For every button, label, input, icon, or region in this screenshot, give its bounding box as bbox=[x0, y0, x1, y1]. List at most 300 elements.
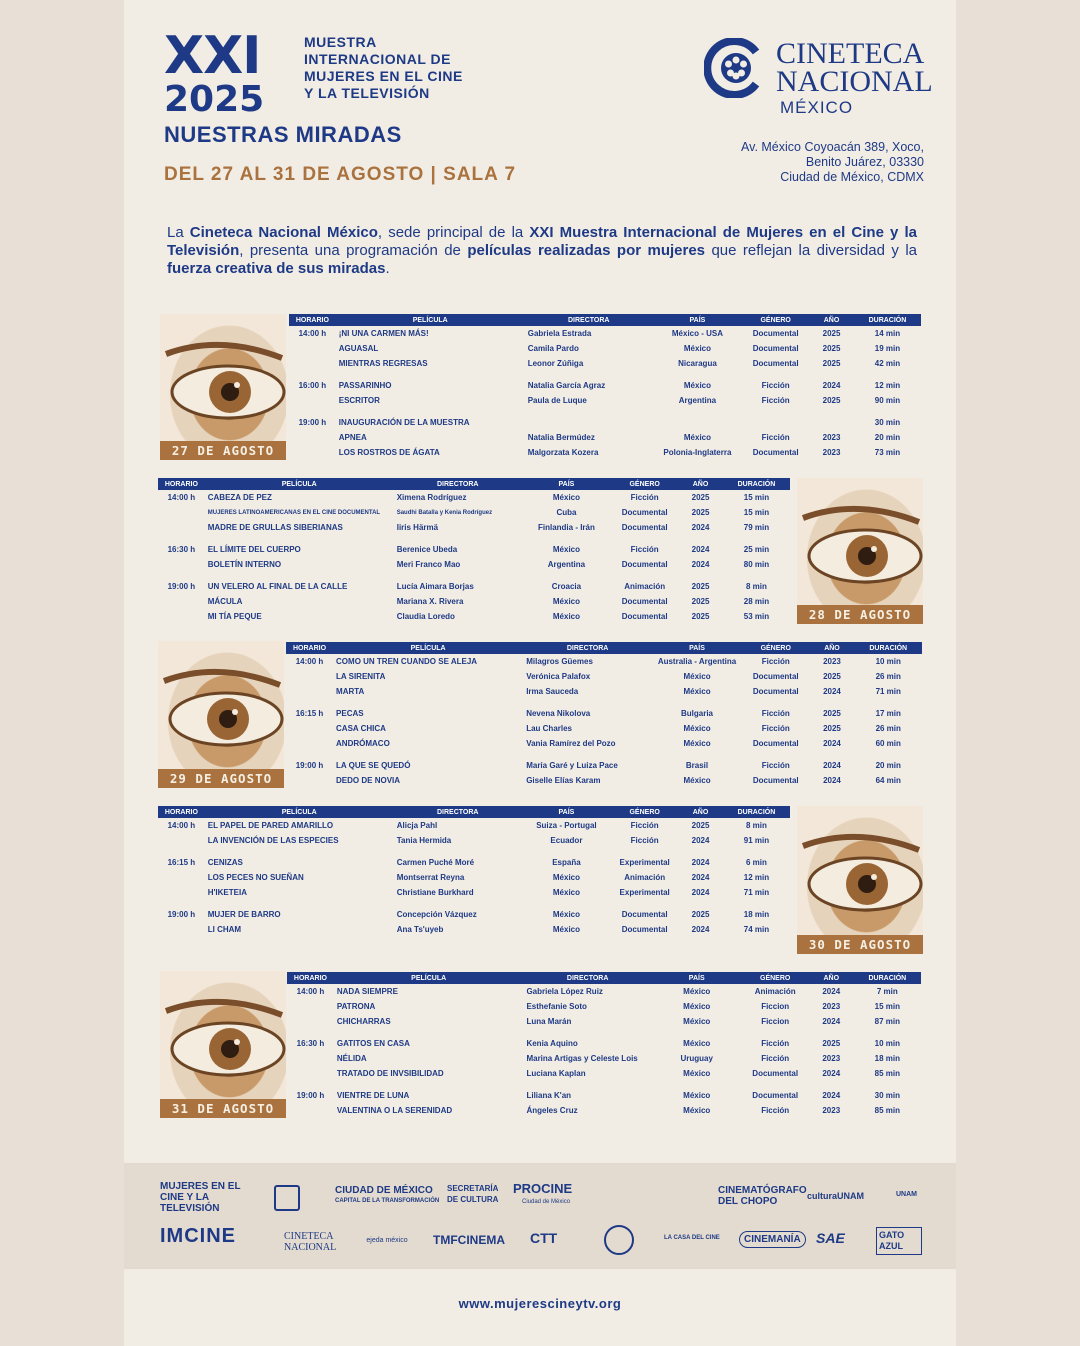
duration-cell: 15 min bbox=[743, 493, 770, 502]
director-cell: Giselle Elías Karam bbox=[526, 776, 601, 785]
time-cell bbox=[286, 669, 333, 684]
eye-photo bbox=[797, 806, 923, 952]
genre-cell: Ficción bbox=[761, 396, 790, 405]
film-cell: BOLETÍN INTERNO bbox=[207, 560, 282, 569]
duration-cell: 26 min bbox=[875, 724, 901, 733]
table-row bbox=[287, 1051, 921, 1066]
country-cell: México bbox=[552, 612, 580, 621]
table-row bbox=[158, 833, 790, 848]
genre-cell: Documental bbox=[621, 560, 668, 569]
table-header bbox=[287, 972, 921, 984]
table-row bbox=[158, 579, 790, 594]
duration-cell: 79 min bbox=[743, 523, 770, 532]
duration-cell: 10 min bbox=[875, 657, 901, 666]
duration-cell: 20 min bbox=[875, 761, 901, 770]
duration-cell: 8 min bbox=[745, 582, 767, 591]
table-row bbox=[286, 721, 922, 736]
year-cell: 2025 bbox=[822, 396, 841, 405]
column-header: AÑO bbox=[678, 806, 723, 818]
time-cell: 14:00 h bbox=[295, 657, 324, 666]
intro-paragraph bbox=[167, 224, 917, 278]
table-row bbox=[158, 505, 790, 520]
time-cell bbox=[286, 721, 333, 736]
duration-cell: 15 min bbox=[874, 1002, 900, 1011]
director-cell: Concepción Vázquez bbox=[396, 910, 477, 919]
director-cell: Esthefanie Soto bbox=[526, 1002, 587, 1011]
time-cell bbox=[158, 594, 205, 609]
time-cell bbox=[289, 341, 336, 356]
film-cell: CENIZAS bbox=[207, 858, 243, 867]
director-cell: Camila Pardo bbox=[527, 344, 579, 353]
duration-cell: 87 min bbox=[874, 1017, 900, 1026]
row-gap bbox=[158, 900, 790, 907]
schedule-table bbox=[158, 806, 790, 937]
country-cell: Ecuador bbox=[550, 836, 583, 845]
film-cell: CASA CHICA bbox=[336, 724, 386, 733]
director-cell: Liliana K'an bbox=[526, 1091, 572, 1100]
year-cell: 2024 bbox=[822, 987, 841, 996]
country-cell: México bbox=[683, 344, 711, 353]
eye-photo bbox=[158, 641, 284, 787]
time-cell bbox=[158, 505, 205, 520]
column-header: GÉNERO bbox=[742, 972, 809, 984]
time-cell: 19:00 h bbox=[298, 418, 327, 427]
genre-cell: Ficción bbox=[761, 1106, 790, 1115]
year-cell: 2024 bbox=[823, 739, 841, 748]
film-cell: LI CHAM bbox=[207, 925, 242, 934]
intro-bold: Cineteca Nacional México bbox=[189, 224, 378, 241]
row-gap bbox=[287, 1029, 921, 1036]
table-row bbox=[289, 326, 921, 341]
director-cell: Luciana Kaplan bbox=[526, 1069, 586, 1078]
time-cell: 14:00 h bbox=[167, 493, 196, 502]
column-header: DURACIÓN bbox=[723, 478, 790, 490]
year-cell: 2024 bbox=[823, 776, 841, 785]
table-row bbox=[286, 706, 922, 721]
film-cell: LOS ROSTROS DE ÁGATA bbox=[338, 448, 440, 457]
column-header: HORARIO bbox=[286, 642, 333, 654]
film-cell: CABEZA DE PEZ bbox=[207, 493, 272, 502]
schedule-table bbox=[158, 478, 790, 624]
country-cell: Suiza - Portugal bbox=[536, 821, 597, 830]
row-gap bbox=[158, 572, 790, 579]
duration-cell: 14 min bbox=[874, 329, 901, 338]
year-cell: 2024 bbox=[691, 836, 710, 845]
country-cell: México bbox=[552, 597, 580, 606]
sponsor-logo: CTT bbox=[530, 1230, 558, 1246]
duration-cell: 71 min bbox=[743, 888, 770, 897]
duration-cell: 19 min bbox=[874, 344, 901, 353]
duration-cell: 74 min bbox=[743, 925, 770, 934]
country-cell: México bbox=[683, 1002, 711, 1011]
duration-cell: 7 min bbox=[876, 987, 898, 996]
table-row bbox=[286, 684, 922, 699]
sponsor-logo: LA CASA DEL CINE bbox=[664, 1235, 720, 1241]
table-header bbox=[286, 642, 922, 654]
director-cell: Christiane Burkhard bbox=[396, 888, 474, 897]
time-cell bbox=[158, 609, 205, 624]
country-cell: España bbox=[552, 858, 581, 867]
genre-cell: Documental bbox=[752, 776, 799, 785]
duration-cell: 18 min bbox=[874, 1054, 900, 1063]
table-row bbox=[158, 490, 790, 505]
time-cell: 16:30 h bbox=[167, 545, 196, 554]
film-cell: PECAS bbox=[336, 709, 364, 718]
time-cell: 16:15 h bbox=[167, 858, 196, 867]
eye-photo bbox=[160, 971, 286, 1117]
table-row bbox=[158, 557, 790, 572]
duration-cell: 12 min bbox=[743, 873, 770, 882]
genre-cell: Ficción bbox=[630, 821, 659, 830]
duration-cell: 8 min bbox=[745, 821, 767, 830]
column-header: PELÍCULA bbox=[334, 972, 524, 984]
table-row bbox=[158, 542, 790, 557]
row-gap bbox=[286, 699, 922, 706]
film-cell: CHICHARRAS bbox=[336, 1017, 391, 1026]
footer-url[interactable]: www.mujerescineytv.org bbox=[458, 1296, 622, 1311]
country-cell: México bbox=[683, 1091, 711, 1100]
intro-bold: fuerza creativa de sus miradas bbox=[167, 260, 386, 277]
time-cell: 14:00 h bbox=[167, 821, 196, 830]
film-cell: UN VELERO AL FINAL DE LA CALLE bbox=[207, 582, 348, 591]
time-cell bbox=[289, 430, 336, 445]
time-cell bbox=[287, 1051, 334, 1066]
table-row bbox=[286, 736, 922, 751]
country-cell: México bbox=[552, 888, 580, 897]
film-cell: ESCRITOR bbox=[338, 396, 380, 405]
country-cell: Australia - Argentina bbox=[657, 657, 737, 666]
director-cell: Montserrat Reyna bbox=[396, 873, 465, 882]
director-cell: Alicja Pahl bbox=[396, 821, 438, 830]
film-cell: GATITOS EN CASA bbox=[336, 1039, 410, 1048]
row-gap bbox=[158, 848, 790, 855]
film-cell: TRATADO DE INVSIBILIDAD bbox=[336, 1069, 444, 1078]
intro-bold: XXI Muestra Internacional de Mujeres en el Cine y la Televisión bbox=[167, 224, 917, 259]
director-cell: Ximena Rodríguez bbox=[396, 493, 467, 502]
film-cell: MADRE DE GRULLAS SIBERIANAS bbox=[207, 523, 343, 532]
duration-cell: 53 min bbox=[743, 612, 770, 621]
year-cell: 2023 bbox=[823, 657, 841, 666]
column-header: PAÍS bbox=[653, 314, 742, 326]
film-cell: LA INVENCIÓN DE LAS ESPECIES bbox=[207, 836, 339, 845]
emblem-icon bbox=[604, 1225, 634, 1255]
table-row bbox=[158, 594, 790, 609]
column-header: DIRECTORA bbox=[525, 314, 653, 326]
duration-cell: 6 min bbox=[745, 858, 767, 867]
genre-cell: Documental bbox=[752, 344, 799, 353]
film-cell: LA SIRENITA bbox=[336, 672, 386, 681]
genre-cell: Ficcion bbox=[761, 1017, 790, 1026]
country-cell: Argentina bbox=[547, 560, 586, 569]
director-cell: María Garé y Luiza Pace bbox=[526, 761, 618, 770]
column-header: GÉNERO bbox=[742, 314, 809, 326]
country-cell: Brasil bbox=[685, 761, 709, 770]
genre-cell: Ficción bbox=[761, 657, 790, 666]
sponsor-logo: CINETECA NACIONAL bbox=[284, 1231, 337, 1253]
director-cell: Mariana X. Rivera bbox=[396, 597, 464, 606]
director-cell: Nevena Nikolova bbox=[526, 709, 591, 718]
column-header: DIRECTORA bbox=[523, 642, 652, 654]
time-cell bbox=[286, 736, 333, 751]
time-cell: 16:00 h bbox=[298, 381, 327, 390]
director-cell: Meri Franco Mao bbox=[396, 560, 461, 569]
genre-cell: Ficción bbox=[630, 836, 659, 845]
time-cell bbox=[287, 1103, 334, 1118]
director-cell: Gabriela Estrada bbox=[527, 329, 592, 338]
year-cell: 2025 bbox=[691, 493, 710, 502]
genre-cell: Documental bbox=[752, 687, 799, 696]
sponsor-logo: CIUDAD DE MÉXICO bbox=[335, 1185, 433, 1196]
director-cell: Gabriela López Ruiz bbox=[526, 987, 603, 996]
country-cell: México bbox=[683, 1039, 711, 1048]
genre-cell: Ficción bbox=[761, 381, 790, 390]
director-cell: Berenice Ubeda bbox=[396, 545, 458, 554]
duration-cell: 26 min bbox=[875, 672, 901, 681]
address-line: Av. México Coyoacán 389, Xoco, bbox=[741, 140, 924, 154]
year-cell: 2024 bbox=[822, 1017, 841, 1026]
sponsor-logo: IMCINE bbox=[160, 1225, 236, 1247]
country-cell: Argentina bbox=[678, 396, 717, 405]
film-cell: EL PAPEL DE PARED AMARILLO bbox=[207, 821, 334, 830]
year-cell: 2024 bbox=[822, 1091, 841, 1100]
time-cell bbox=[287, 1066, 334, 1081]
country-cell: México bbox=[683, 687, 711, 696]
table-row bbox=[289, 415, 921, 430]
film-cell: ANDRÓMACO bbox=[336, 739, 390, 748]
table-row bbox=[158, 907, 790, 922]
genre-cell: Animación bbox=[754, 987, 796, 996]
country-cell: Nicaragua bbox=[678, 359, 717, 368]
film-cell: MÁCULA bbox=[207, 597, 243, 606]
time-cell: 19:00 h bbox=[296, 1091, 325, 1100]
table-row bbox=[158, 818, 790, 833]
column-header: AÑO bbox=[809, 642, 854, 654]
cineteca-reel-icon bbox=[704, 38, 764, 98]
table-header bbox=[289, 314, 921, 326]
duration-cell: 85 min bbox=[874, 1069, 900, 1078]
duration-cell: 42 min bbox=[874, 359, 901, 368]
film-cell: H'IKETEIA bbox=[207, 888, 247, 897]
sponsor-logo: PROCINE bbox=[513, 1181, 573, 1196]
year-cell: 2025 bbox=[822, 344, 841, 353]
time-cell bbox=[286, 684, 333, 699]
director-cell: Tania Hermida bbox=[396, 836, 452, 845]
time-cell bbox=[289, 356, 336, 371]
duration-cell: 71 min bbox=[875, 687, 901, 696]
intro-text: La bbox=[167, 224, 190, 241]
director-cell: Kenia Aquino bbox=[526, 1039, 578, 1048]
time-cell: 19:00 h bbox=[295, 761, 324, 770]
time-cell bbox=[158, 520, 205, 535]
column-header: PAÍS bbox=[522, 806, 611, 818]
country-cell: México bbox=[683, 1106, 711, 1115]
column-header: AÑO bbox=[809, 972, 854, 984]
country-cell: Cuba bbox=[556, 508, 577, 517]
time-cell bbox=[289, 393, 336, 408]
director-cell: Vania Ramírez del Pozo bbox=[526, 739, 616, 748]
director-cell: Carmen Puché Moré bbox=[396, 858, 475, 867]
column-header: PAÍS bbox=[652, 972, 742, 984]
column-header: PELÍCULA bbox=[336, 314, 525, 326]
schedule-table bbox=[287, 972, 921, 1118]
table-row bbox=[286, 758, 922, 773]
genre-cell: Ficción bbox=[761, 1039, 790, 1048]
director-cell: Paula de Luque bbox=[527, 396, 587, 405]
sponsor-logo: SECRETARÍA DE CULTURA bbox=[447, 1184, 499, 1204]
genre-cell: Documental bbox=[752, 739, 799, 748]
column-header: PELÍCULA bbox=[333, 642, 523, 654]
genre-cell: Documental bbox=[621, 597, 668, 606]
year-cell: 2024 bbox=[691, 873, 710, 882]
address-line: Benito Juárez, 03330 bbox=[805, 155, 924, 169]
column-header: HORARIO bbox=[287, 972, 334, 984]
country-cell: México bbox=[552, 873, 580, 882]
year-cell: 2024 bbox=[691, 523, 710, 532]
year-cell: 2024 bbox=[822, 1069, 841, 1078]
country-cell: México bbox=[683, 433, 711, 442]
venue-name-line1: CINETECA bbox=[776, 37, 925, 70]
time-cell bbox=[158, 870, 205, 885]
column-header: DURACIÓN bbox=[854, 642, 922, 654]
director-cell: Irma Sauceda bbox=[526, 687, 579, 696]
genre-cell: Ficción bbox=[630, 493, 659, 502]
table-row bbox=[286, 773, 922, 788]
country-cell: México bbox=[683, 987, 711, 996]
row-gap bbox=[286, 751, 922, 758]
film-cell: MUJER DE BARRO bbox=[207, 910, 281, 919]
sponsor-logo: culturaUNAM bbox=[807, 1191, 865, 1201]
duration-cell: 30 min bbox=[874, 1091, 900, 1100]
time-cell: 19:00 h bbox=[167, 582, 196, 591]
country-cell: México bbox=[683, 1017, 711, 1026]
country-cell bbox=[653, 415, 742, 430]
genre-cell bbox=[742, 415, 809, 430]
table-row bbox=[289, 341, 921, 356]
year-cell: 2025 bbox=[823, 672, 841, 681]
genre-cell: Documental bbox=[752, 359, 799, 368]
sponsor-logo: CINEMATÓGRAFO DEL CHOPO bbox=[718, 1185, 807, 1207]
film-cell: EL LÍMITE DEL CUERPO bbox=[207, 545, 301, 554]
sponsor-logo: CINEMANÍA bbox=[739, 1231, 806, 1248]
genre-cell: Experimental bbox=[619, 858, 670, 867]
column-header: DIRECTORA bbox=[394, 478, 522, 490]
year-cell: 2025 bbox=[691, 910, 710, 919]
year-cell: 2025 bbox=[822, 329, 841, 338]
country-cell: México bbox=[683, 739, 711, 748]
genre-cell: Ficción bbox=[761, 724, 790, 733]
film-cell: VALENTINA O LA SERENIDAD bbox=[336, 1106, 453, 1115]
genre-cell: Ficción bbox=[630, 545, 659, 554]
year-cell: 2024 bbox=[822, 381, 841, 390]
duration-cell: 64 min bbox=[875, 776, 901, 785]
table-row bbox=[287, 1014, 921, 1029]
year-cell: 2024 bbox=[691, 858, 710, 867]
time-cell bbox=[158, 557, 205, 572]
address-line: Ciudad de México, CDMX bbox=[780, 170, 924, 184]
column-header: DIRECTORA bbox=[394, 806, 522, 818]
duration-cell: 90 min bbox=[874, 396, 901, 405]
column-header: HORARIO bbox=[158, 806, 205, 818]
duration-cell: 80 min bbox=[743, 560, 770, 569]
edition-title: XXI bbox=[164, 26, 261, 86]
day-label: 30 DE AGOSTO bbox=[797, 935, 923, 954]
duration-cell: 15 min bbox=[743, 508, 770, 517]
sponsor-logo: Ciudad de México bbox=[522, 1199, 571, 1205]
genre-cell: Animación bbox=[624, 873, 666, 882]
column-header: GÉNERO bbox=[611, 806, 678, 818]
column-header: DIRECTORA bbox=[523, 972, 651, 984]
genre-cell: Documental bbox=[752, 672, 799, 681]
director-cell: Iiris Härmä bbox=[396, 523, 439, 532]
country-cell: México bbox=[683, 381, 711, 390]
table-header bbox=[158, 478, 790, 490]
time-cell: 14:00 h bbox=[298, 329, 327, 338]
genre-cell: Animación bbox=[624, 582, 666, 591]
duration-cell: 20 min bbox=[874, 433, 901, 442]
director-cell: Ana Ts'uyeb bbox=[396, 925, 444, 934]
table-row bbox=[158, 885, 790, 900]
country-cell: Uruguay bbox=[680, 1054, 713, 1063]
table-row bbox=[289, 393, 921, 408]
genre-cell: Experimental bbox=[619, 888, 670, 897]
table-row bbox=[287, 999, 921, 1014]
row-gap bbox=[158, 535, 790, 542]
year-cell bbox=[809, 415, 854, 430]
duration-cell: 18 min bbox=[743, 910, 770, 919]
schedule-table bbox=[289, 314, 921, 460]
country-cell: Croacia bbox=[551, 582, 582, 591]
director-cell: Malgorzata Kozera bbox=[527, 448, 599, 457]
row-gap bbox=[289, 371, 921, 378]
sponsor-logo: CAPITAL DE LA TRANSFORMACIÓN bbox=[335, 1198, 440, 1204]
column-header: PELÍCULA bbox=[205, 478, 394, 490]
sponsor-logo: TMFCINEMA bbox=[433, 1233, 505, 1247]
day-label: 31 DE AGOSTO bbox=[160, 1099, 286, 1118]
year-cell: 2023 bbox=[822, 1054, 841, 1063]
film-cell: AGUASAL bbox=[338, 344, 379, 353]
film-cell: MIENTRAS REGRESAS bbox=[338, 359, 428, 368]
country-cell: Finlandia - Irán bbox=[537, 523, 595, 532]
year-cell: 2023 bbox=[822, 433, 841, 442]
year-cell: 2025 bbox=[691, 582, 710, 591]
year-cell: 2024 bbox=[691, 925, 710, 934]
director-cell: Lau Charles bbox=[526, 724, 572, 733]
film-cell: DEDO DE NOVIA bbox=[336, 776, 401, 785]
genre-cell: Documental bbox=[621, 910, 668, 919]
sponsor-logo: SAE bbox=[816, 1230, 845, 1246]
country-cell: México bbox=[683, 724, 711, 733]
director-cell bbox=[525, 415, 653, 430]
duration-cell: 91 min bbox=[743, 836, 770, 845]
country-cell: Polonia-Inglaterra bbox=[663, 448, 732, 457]
column-header: DURACIÓN bbox=[854, 972, 921, 984]
duration-cell: 85 min bbox=[874, 1106, 900, 1115]
table-row bbox=[158, 922, 790, 937]
director-cell: Natalia Bermúdez bbox=[527, 433, 595, 442]
venue-name-line2: NACIONAL bbox=[776, 65, 933, 98]
year-cell: 2025 bbox=[823, 724, 841, 733]
sponsor-logo: GATO AZUL bbox=[876, 1227, 922, 1255]
duration-cell: 12 min bbox=[874, 381, 901, 390]
column-header: GÉNERO bbox=[742, 642, 809, 654]
shield-icon bbox=[274, 1185, 300, 1211]
country-cell: México bbox=[683, 672, 711, 681]
intro-text: , sede principal de la bbox=[377, 224, 530, 241]
event-subtitle: NUESTRAS MIRADAS bbox=[164, 122, 402, 147]
row-gap bbox=[289, 408, 921, 415]
column-header: PAÍS bbox=[522, 478, 611, 490]
year-cell: 2023 bbox=[822, 1106, 841, 1115]
